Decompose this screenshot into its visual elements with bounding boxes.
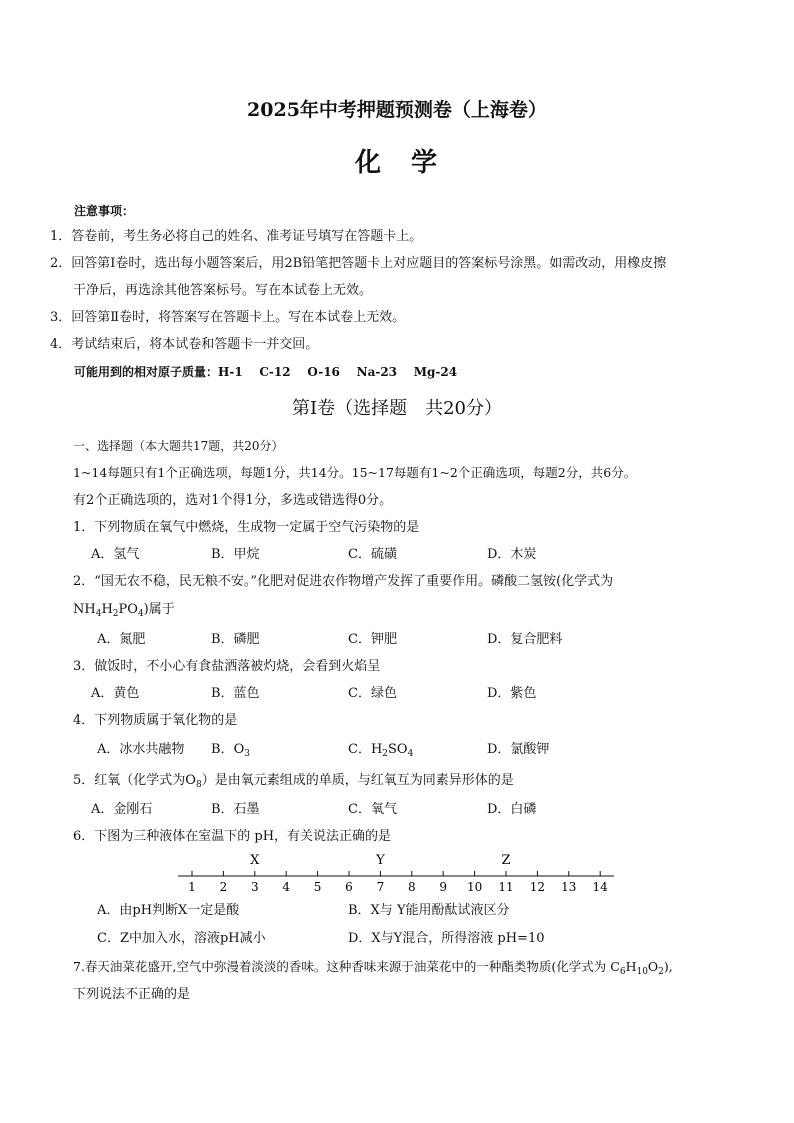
- q5-option-d: D．白磷: [487, 802, 537, 817]
- atomic-masses: 可能用到的相对原子质量：H-1 C-12 O-16 Na-23 Mg-24: [74, 365, 458, 379]
- notice-item-2: 2．回答第Ⅰ卷时，选出每小题答案后，用2B铅笔把答题卡上对应题目的答案标号涂黑。如需改动，用橡皮擦: [50, 256, 667, 271]
- ph-tick-label: 7: [376, 880, 385, 894]
- ph-tick-label: 13: [561, 880, 577, 894]
- notice-item-4: 4．考试结束后，将本试卷和答题卡一并交回。: [50, 337, 319, 352]
- ph-tick-label: 8: [407, 880, 416, 894]
- q6-stem: 6．下图为三种液体在室温下的 pH，有关说法正确的是: [73, 829, 392, 844]
- notice-heading: 注意事项：: [74, 204, 135, 218]
- q2-stem: 2．“国无农不稳，民无粮不安。”化肥对促进农作物增产发挥了重要作用。磷酸二氢铵(化学式为: [73, 574, 614, 589]
- notice-item-3: 3．回答第Ⅱ卷时，将答案写在答题卡上。写在本试卷上无效。: [50, 310, 406, 325]
- q3-stem: 3．做饭时，不小心有食盐洒落被灼烧，会看到火焰呈: [73, 659, 381, 674]
- q3-option-c: C．绿色: [348, 686, 397, 701]
- q5-option-c: C．氧气: [348, 802, 397, 817]
- q6-option-c: C．Z中加入水，溶液pH减小: [97, 931, 266, 946]
- part-heading: 一、选择题（本大题共17题，共20分）: [73, 439, 284, 453]
- ph-tick-label: 10: [466, 880, 483, 894]
- exam-title: 2025年中考押题预测卷（上海卷）: [247, 99, 547, 121]
- q2-stem-formula: $NH_4H_2PO_4$)属于: [73, 602, 175, 619]
- instructions-1: 1~14每题只有1个正确选项，每题1分，共14分。15~17每题有1~2个正确选项，每题2分，共6分。: [73, 465, 637, 480]
- q6-option-a: A．由pH判断X一定是酸: [97, 903, 240, 918]
- ph-tick-label: 12: [529, 880, 546, 894]
- subject-title: 化学: [354, 148, 467, 178]
- ph-tick-label: 1: [188, 880, 196, 894]
- q1-option-b: B．甲烷: [211, 547, 260, 562]
- section-title: 第Ⅰ卷（选择题 共20分）: [291, 398, 502, 419]
- q5-option-a: A．金刚石: [91, 802, 153, 817]
- q3-option-d: D．紫色: [487, 686, 537, 701]
- ph-tick-label: 11: [498, 880, 514, 894]
- q2-option-a: A．氮肥: [97, 632, 146, 647]
- q5-option-b: B．石墨: [211, 802, 260, 817]
- q1-option-c: C．硫磺: [348, 547, 397, 562]
- q6-option-d: D．X与Y混合，所得溶液 pH=10: [348, 931, 545, 946]
- q1-option-a: A．氢气: [91, 547, 140, 562]
- q4-option-c: C．$H_2SO_4$: [348, 742, 414, 759]
- ph-tick-label: 14: [592, 880, 608, 894]
- q4-stem: 4．下列物质属于氧化物的是: [73, 713, 238, 728]
- q2-option-b: B．磷肥: [211, 632, 260, 647]
- ph-marker-label: Z: [501, 853, 511, 868]
- q4-option-a: A．冰水共融物: [97, 742, 185, 757]
- q7-stem: 7.春天油菜花盛开,空气中弥漫着淡淡的香味。这种香味来源于油菜花中的一种酯类物质(化学式为 $C_6H_{10}O_2$),: [73, 959, 673, 977]
- q7-stem-line2: 下列说法不正确的是: [73, 987, 191, 1002]
- ph-marker-label: X: [250, 853, 260, 868]
- notice-item-1: 1．答卷前，考生务必将自己的姓名、准考证号填写在答题卡上。: [50, 229, 423, 244]
- q1-option-d: D．木炭: [487, 547, 537, 562]
- ph-marker-label: Y: [376, 853, 385, 868]
- q1-stem: 1．下列物质在氧气中燃烧，生成物一定属于空气污染物的是: [73, 520, 420, 535]
- q3-option-a: A．黄色: [91, 686, 140, 701]
- q4-option-b: B．$O_3$: [211, 742, 250, 759]
- q5-stem: 5．红氧（化学式为$O_8$）是由氧元素组成的单质，与红氧互为同素异形体的是: [73, 773, 514, 790]
- q6-option-b: B．X与 Y能用酚酞试液区分: [348, 903, 510, 918]
- notice-item-2-cont: 干净后，再选涂其他答案标号。写在本试卷上无效。: [73, 283, 373, 298]
- ph-tick-label: 6: [345, 880, 353, 894]
- q2-option-c: C．钾肥: [348, 632, 397, 647]
- q2-option-d: D．复合肥料: [487, 632, 563, 647]
- ph-tick-label: 9: [439, 880, 448, 894]
- ph-tick-label: 3: [250, 880, 259, 894]
- instructions-2: 有2个正确选项的，选对1个得1分，多选或错选得0分。: [73, 493, 393, 508]
- ph-tick-label: 5: [313, 880, 322, 894]
- q4-option-d: D．氯酸钾: [487, 742, 550, 757]
- q3-option-b: B．蓝色: [211, 686, 260, 701]
- ph-tick-label: 4: [282, 880, 291, 894]
- ph-scale-diagram: [170, 848, 620, 898]
- ph-tick-label: 2: [219, 880, 228, 894]
